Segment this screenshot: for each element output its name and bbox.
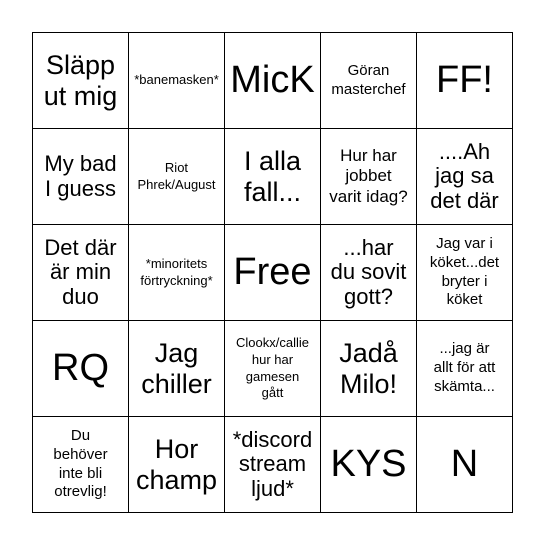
bingo-cell[interactable]: Jag var i köket...det bryter i köket (417, 225, 513, 321)
bingo-cell[interactable]: My bad I guess (33, 129, 129, 225)
bingo-cell[interactable]: FF! (417, 33, 513, 129)
bingo-cell[interactable]: Göran masterchef (321, 33, 417, 129)
bingo-cell[interactable]: *minoritets förtryckning* (129, 225, 225, 321)
bingo-cell[interactable]: RQ (33, 321, 129, 417)
bingo-board (32, 32, 513, 513)
bingo-cell[interactable]: ....Ah jag sa det där (417, 129, 513, 225)
bingo-cell[interactable]: Släpp ut mig (33, 33, 129, 129)
bingo-cell[interactable]: *discord stream ljud* (225, 417, 321, 513)
bingo-cell[interactable]: KYS (321, 417, 417, 513)
bingo-cell[interactable]: Hor champ (129, 417, 225, 513)
bingo-cell[interactable]: MicK (225, 33, 321, 129)
bingo-cell[interactable]: ...jag är allt för att skämta... (417, 321, 513, 417)
bingo-cell[interactable]: Clookx/callie hur har gamesen gått (225, 321, 321, 417)
bingo-cell[interactable]: Jadå Milo! (321, 321, 417, 417)
bingo-cell[interactable]: *banemasken* (129, 33, 225, 129)
bingo-cell[interactable]: Riot Phrek/August (129, 129, 225, 225)
bingo-cell[interactable]: Det där är min duo (33, 225, 129, 321)
bingo-cell[interactable]: I alla fall... (225, 129, 321, 225)
bingo-cell[interactable]: Hur har jobbet varit idag? (321, 129, 417, 225)
bingo-cell[interactable]: Du behöver inte bli otrevlig! (33, 417, 129, 513)
bingo-cell free-space[interactable]: Free (225, 225, 321, 321)
bingo-cell[interactable]: ...har du sovit gott? (321, 225, 417, 321)
bingo-cell[interactable]: Jag chiller (129, 321, 225, 417)
bingo-cell[interactable]: N (417, 417, 513, 513)
